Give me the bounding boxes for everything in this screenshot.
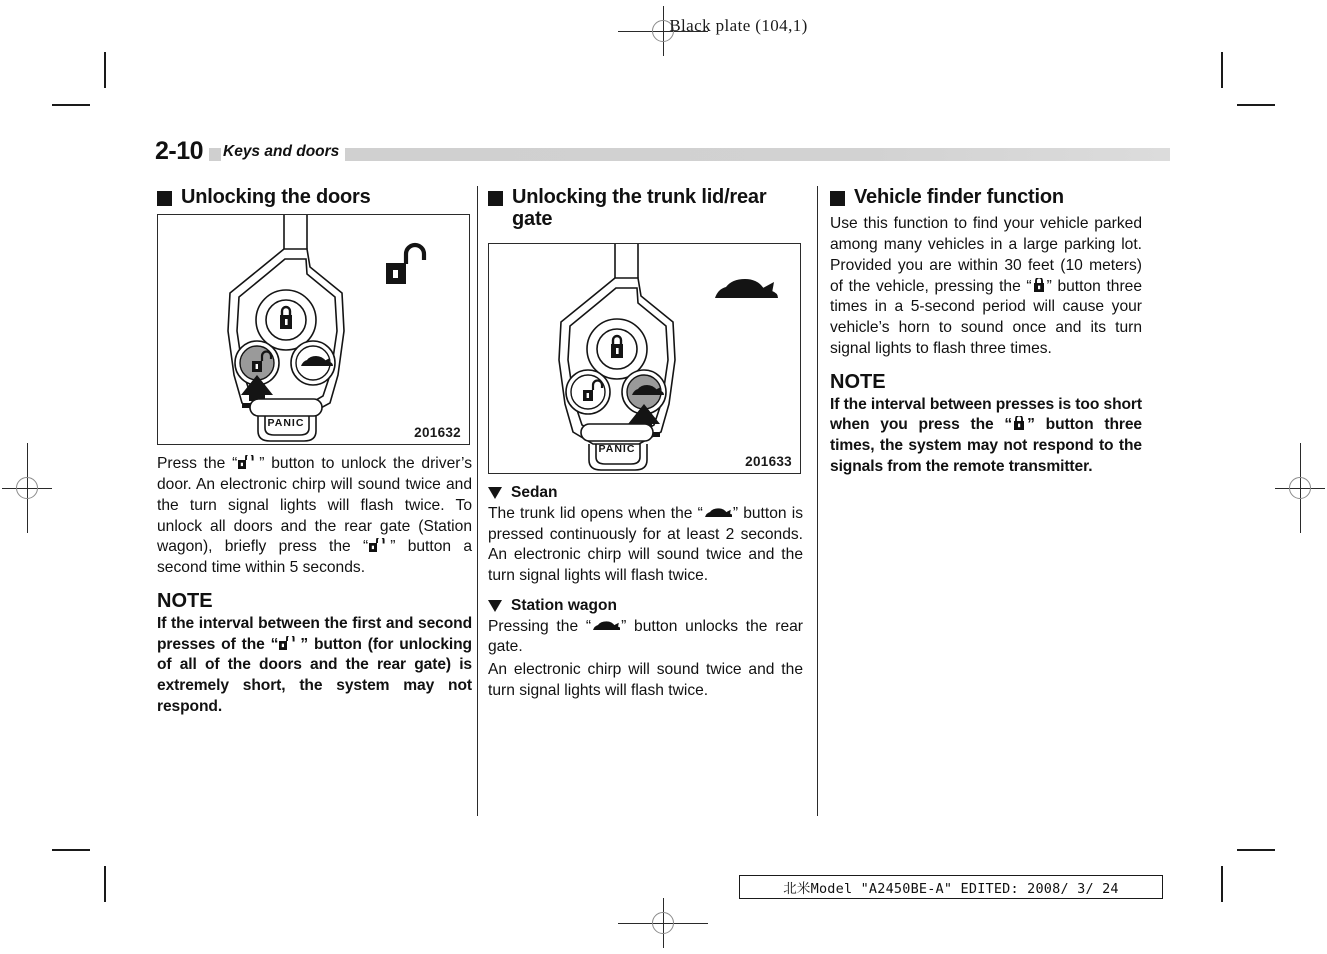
paragraph-station-wagon-1: Pressing the “ ” button unlocks the rear gate.	[488, 617, 803, 656]
column-divider-2	[817, 186, 818, 816]
subheading-sedan	[488, 484, 803, 502]
unlock-padlock-icon	[386, 245, 424, 284]
figure-number: 201632	[414, 425, 461, 441]
crop-mark-bottom-left-v	[104, 866, 106, 902]
black-plate-label: Black plate (104,1)	[669, 16, 808, 35]
crop-mark-top-right-v	[1221, 52, 1223, 88]
note-heading-col3: NOTE	[830, 370, 886, 393]
square-bullet-icon	[157, 191, 172, 206]
crop-mark-top-left-h	[52, 104, 90, 106]
fob-lock-button	[256, 290, 316, 350]
paragraph-unlock-doors: Press the “ ” button to unlock the driver’s door. An electronic chirp will sound twice and the turn signal lights will flash twice. To unlock all doors and the rear gate (Station wagon), briefly press the “ ” button a second time within 5 seconds.	[157, 455, 473, 577]
crop-mark-bottom-right-h	[1237, 849, 1275, 851]
fob-panic-button	[581, 424, 653, 455]
lock-padlock-icon	[1013, 416, 1026, 431]
unlock-padlock-icon	[279, 636, 299, 651]
fob-panic-button	[250, 399, 322, 429]
edition-stamp: 北米Model "A2450BE-A" EDITED: 2008/ 3/ 24	[739, 875, 1163, 899]
car-trunk-icon	[704, 507, 732, 520]
paragraph-sedan: The trunk lid opens when the “ ” button is pressed continuously for at least 2 seconds. An electronic chirp will sound twice and the turn signal lights will flash twice.	[488, 504, 803, 584]
unlock-padlock-icon	[238, 455, 258, 470]
column-divider-1	[477, 186, 478, 816]
heading-text: Unlocking the doors	[181, 186, 371, 208]
heading-unlocking-the-trunk-lid-rear-gate	[488, 186, 803, 231]
heading-unlocking-the-doors	[157, 186, 472, 208]
registration-mark-bottom	[618, 898, 708, 948]
column-2	[488, 186, 803, 704]
figure-key-fob-trunk	[488, 243, 801, 474]
square-bullet-icon	[830, 191, 845, 206]
car-trunk-icon	[592, 620, 620, 633]
triangle-bullet-icon	[488, 487, 502, 499]
section-title: Keys and doors	[221, 143, 345, 161]
figure-key-fob-unlock	[157, 214, 470, 445]
svg-text:PANIC: PANIC	[598, 442, 636, 455]
fob-lock-button	[587, 319, 647, 379]
figure-number: 201633	[745, 453, 792, 469]
subheading-text: Station wagon	[511, 596, 617, 614]
key-fob-trunk-illustration	[489, 244, 800, 473]
crop-mark-bottom-right-v	[1221, 866, 1223, 902]
page-number: 2-10	[155, 137, 209, 166]
subheading-text: Sedan	[511, 483, 558, 501]
crop-mark-bottom-left-h	[52, 849, 90, 851]
heading-vehicle-finder-function	[830, 186, 1142, 208]
note-body-col3: If the interval between presses is too short when you press the “ ” button three times, the system may not respond to the signals from the remote transmitter.	[830, 395, 1142, 475]
heading-text: Vehicle finder function	[854, 186, 1064, 208]
registration-mark-right	[1275, 443, 1325, 533]
column-3	[830, 186, 1142, 479]
triangle-bullet-icon	[488, 600, 502, 612]
column-1	[157, 186, 472, 719]
unlock-padlock-icon	[369, 538, 389, 553]
heading-text: Unlocking the trunk lid/rear gate	[512, 186, 767, 231]
fob-trunk-button	[291, 341, 335, 385]
crop-mark-top-right-h	[1237, 104, 1275, 106]
svg-text:PANIC: PANIC	[267, 417, 305, 430]
car-trunk-icon	[715, 279, 778, 298]
note-body-col1: If the interval between the first and second presses of the “ ” button (for unlocking of all of the doors and the rear gate) is extremely short, the system may not respond.	[157, 614, 472, 715]
paragraph-vehicle-finder: Use this function to find your vehicle parked among many vehicles in a large parking lot. Provided you are within 30 feet (10 meters) of the vehicle, pressing the “ ” button three times in a 5-second period will cause your vehicle’s horn to sound once and its turn signal lights to flash three times.	[830, 215, 1142, 357]
lock-padlock-icon	[1033, 278, 1046, 293]
crop-mark-top-left-v	[104, 52, 106, 88]
key-fob-unlock-illustration	[158, 215, 469, 444]
note-heading-col1: NOTE	[157, 589, 213, 612]
registration-mark-left	[2, 443, 52, 533]
fob-unlock-button	[566, 370, 610, 414]
subheading-station-wagon	[488, 597, 803, 615]
paragraph-station-wagon-2: An electronic chirp will sound twice and the turn signal lights will flash twice.	[488, 661, 803, 699]
running-head	[155, 137, 1170, 163]
square-bullet-icon	[488, 191, 503, 206]
